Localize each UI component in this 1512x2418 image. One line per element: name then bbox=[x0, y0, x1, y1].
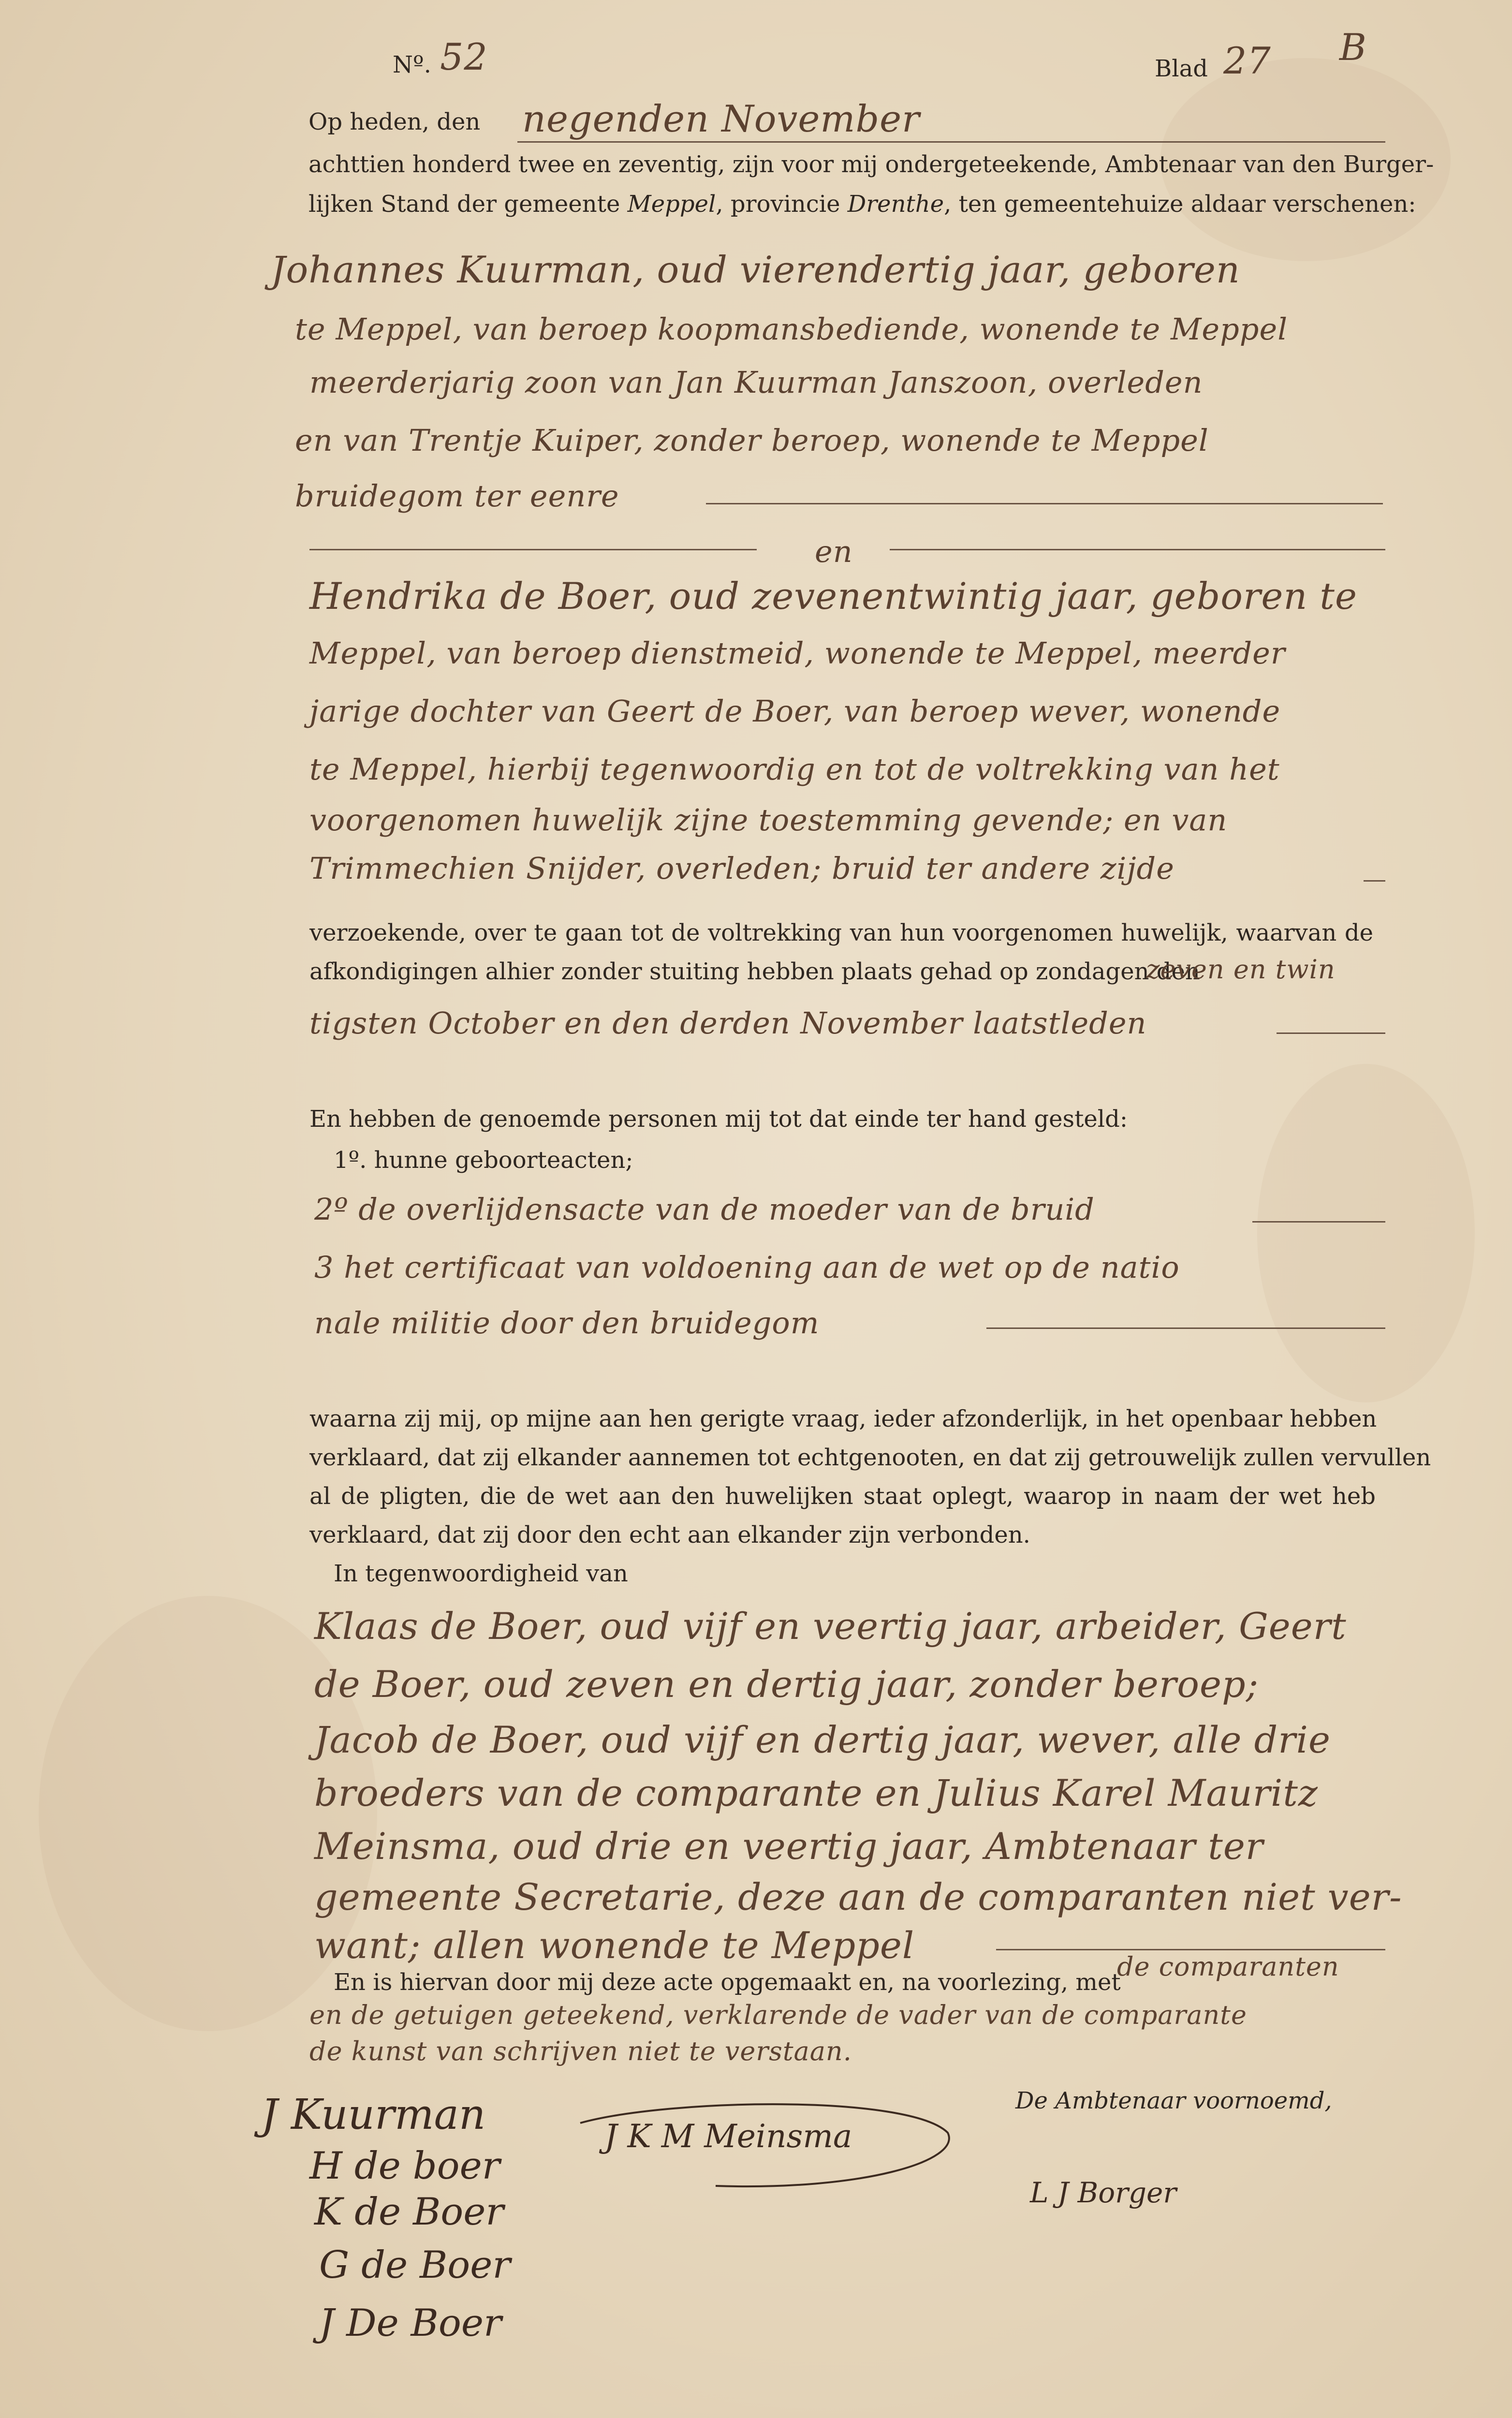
witness-line-2: de Boer, oud zeven en dertig jaar, zonder beroep; bbox=[314, 1663, 1259, 1706]
signature-meinsma: J K M Meinsma bbox=[604, 2118, 852, 2155]
documents-item-1: 1º. hunne geboorteacten; bbox=[334, 1147, 633, 1174]
declaration-line-2: verklaard, dat zij elkander aannemen tot echtgenooten, en dat zij getrouwelijk zullen vervullen bbox=[309, 1444, 1431, 1471]
fill-line bbox=[517, 141, 1385, 143]
signature-flourish bbox=[571, 2094, 967, 2205]
bride-line-1: Hendrika de Boer, oud zevenentwintig jaar, geboren te bbox=[309, 575, 1357, 618]
intro-line-3 bbox=[308, 192, 1416, 216]
province-name: Drenthe bbox=[847, 191, 944, 218]
bride-line-2: Meppel, van beroep dienstmeid, wonende te Meppel, meerder bbox=[309, 635, 1286, 671]
fill-line bbox=[890, 549, 1385, 550]
declaration-line-4: verklaard, dat zij door den echt aan elkander zijn verbonden. bbox=[309, 1521, 1030, 1548]
witness-line-7: want; allen wonende te Meppel bbox=[314, 1924, 915, 1967]
closing-hand-3: de kunst van schrijven niet te verstaan. bbox=[309, 2036, 852, 2066]
groom-line-4: en van Trentje Kuiper, zonder beroep, wonende te Meppel bbox=[295, 423, 1209, 458]
corner-mark: B bbox=[1339, 26, 1367, 69]
signature-witness-2: G de Boer bbox=[319, 2243, 511, 2287]
signature-witness-1: K de Boer bbox=[314, 2190, 504, 2234]
blad-number: 27 bbox=[1223, 39, 1271, 82]
groom-line-2: te Meppel, van beroep koopmansbediende, wonende te Meppel bbox=[295, 311, 1288, 347]
bride-line-6: Trimmechien Snijder, overleden; bruid ter andere zijde bbox=[309, 851, 1174, 886]
documents-intro: En hebben de genoemde personen mij tot dat einde ter hand gesteld: bbox=[309, 1106, 1128, 1133]
fill-line bbox=[1364, 880, 1385, 882]
bride-line-3: jarige dochter van Geert de Boer, van beroep wever, wonende bbox=[309, 693, 1281, 729]
witness-line-5: Meinsma, oud drie en veertig jaar, Ambtenaar ter bbox=[314, 1825, 1264, 1868]
documents-hand-2: 3 het certificaat van voldoening aan de wet op de natio bbox=[314, 1250, 1180, 1285]
closing-hand-1: de comparanten bbox=[1117, 1951, 1339, 1982]
record-number: 52 bbox=[440, 35, 488, 78]
fill-line bbox=[309, 549, 757, 550]
groom-line-3: meerderjarig zoon van Jan Kuurman Janszoon, overleden bbox=[309, 365, 1203, 400]
op-heden-text: Op heden, den bbox=[308, 108, 481, 135]
en-word: en bbox=[815, 534, 853, 569]
intro-line-2: achttien honderd twee en zeventig, zijn voor mij ondergeteekende, Ambtenaar van den Burger- bbox=[308, 151, 1434, 178]
groom-line-1: Johannes Kuurman, oud vierendertig jaar, geboren bbox=[271, 248, 1240, 291]
bride-line-5: voorgenomen huwelijk zijne toestemming gevende; en van bbox=[309, 802, 1228, 838]
signature-witness-3: J De Boer bbox=[319, 2301, 502, 2345]
witness-line-3: Jacob de Boer, oud vijf en dertig jaar, wever, alle drie bbox=[314, 1718, 1331, 1761]
date-hand: negenden November bbox=[522, 97, 920, 140]
signature-official: L J Borger bbox=[1030, 2176, 1177, 2209]
fill-line bbox=[986, 1327, 1385, 1329]
intro-line-3a: lijken Stand der gemeente bbox=[308, 191, 620, 218]
request-line-1: verzoekende, over te gaan tot de voltrekking van hun voorgenomen huwelijk, waarvan de bbox=[309, 919, 1373, 946]
documents-hand-1: 2º de overlijdensacte van de moeder van de bruid bbox=[314, 1192, 1095, 1227]
groom-line-5: bruidegom ter eenre bbox=[295, 478, 619, 514]
official-label: De Ambtenaar voornoemd, bbox=[1015, 2087, 1332, 2114]
paper-stain bbox=[1257, 1064, 1475, 1402]
signature-bride: H de boer bbox=[309, 2144, 500, 2188]
declaration-line-3: al de pligten, die de wet aan den huwelijken staat oplegt, waarop in naam der wet heb bbox=[309, 1483, 1376, 1510]
witness-line-1: Klaas de Boer, oud vijf en veertig jaar, arbeider, Geert bbox=[314, 1605, 1347, 1648]
documents-hand-3: nale militie door den bruidegom bbox=[314, 1305, 820, 1341]
request-hand-a: zeven en twin bbox=[1146, 954, 1336, 985]
witnesses-intro: In tegenwoordigheid van bbox=[334, 1560, 628, 1587]
intro-line-3b: , provincie bbox=[716, 191, 840, 218]
fill-line bbox=[1252, 1221, 1385, 1223]
place-name: Meppel bbox=[627, 191, 716, 218]
request-line-2: afkondigingen alhier zonder stuiting hebben plaats gehad op zondagen den bbox=[309, 958, 1200, 985]
signature-groom: J Kuurman bbox=[261, 2091, 486, 2139]
fill-line bbox=[706, 503, 1383, 504]
closing-hand-2: en de getuigen geteekend, verklarende de vader van de comparante bbox=[309, 2000, 1247, 2030]
closing-printed: En is hiervan door mij deze acte opgemaakt en, na voorlezing, met bbox=[334, 1969, 1121, 1996]
fill-line bbox=[1277, 1032, 1385, 1034]
fill-line bbox=[996, 1949, 1385, 1950]
op-heden bbox=[308, 110, 480, 133]
blad-label: Blad bbox=[1155, 55, 1208, 82]
bride-line-4: te Meppel, hierbij tegenwoordig en tot de voltrekking van het bbox=[309, 752, 1280, 787]
declaration-line-1: waarna zij mij, op mijne aan hen gerigte vraag, ieder afzonderlijk, in het openbaar hebben bbox=[309, 1405, 1377, 1432]
request-hand-b: tigsten October en den derden November laatstleden bbox=[309, 1005, 1147, 1041]
witness-line-4: broeders van de comparante en Julius Karel Mauritz bbox=[314, 1771, 1318, 1814]
witness-line-6: gemeente Secretarie, deze aan de comparanten niet ver- bbox=[314, 1875, 1402, 1918]
number-label: Nº. bbox=[393, 51, 431, 78]
intro-line-3c: , ten gemeentehuize aldaar verschenen: bbox=[944, 191, 1416, 218]
